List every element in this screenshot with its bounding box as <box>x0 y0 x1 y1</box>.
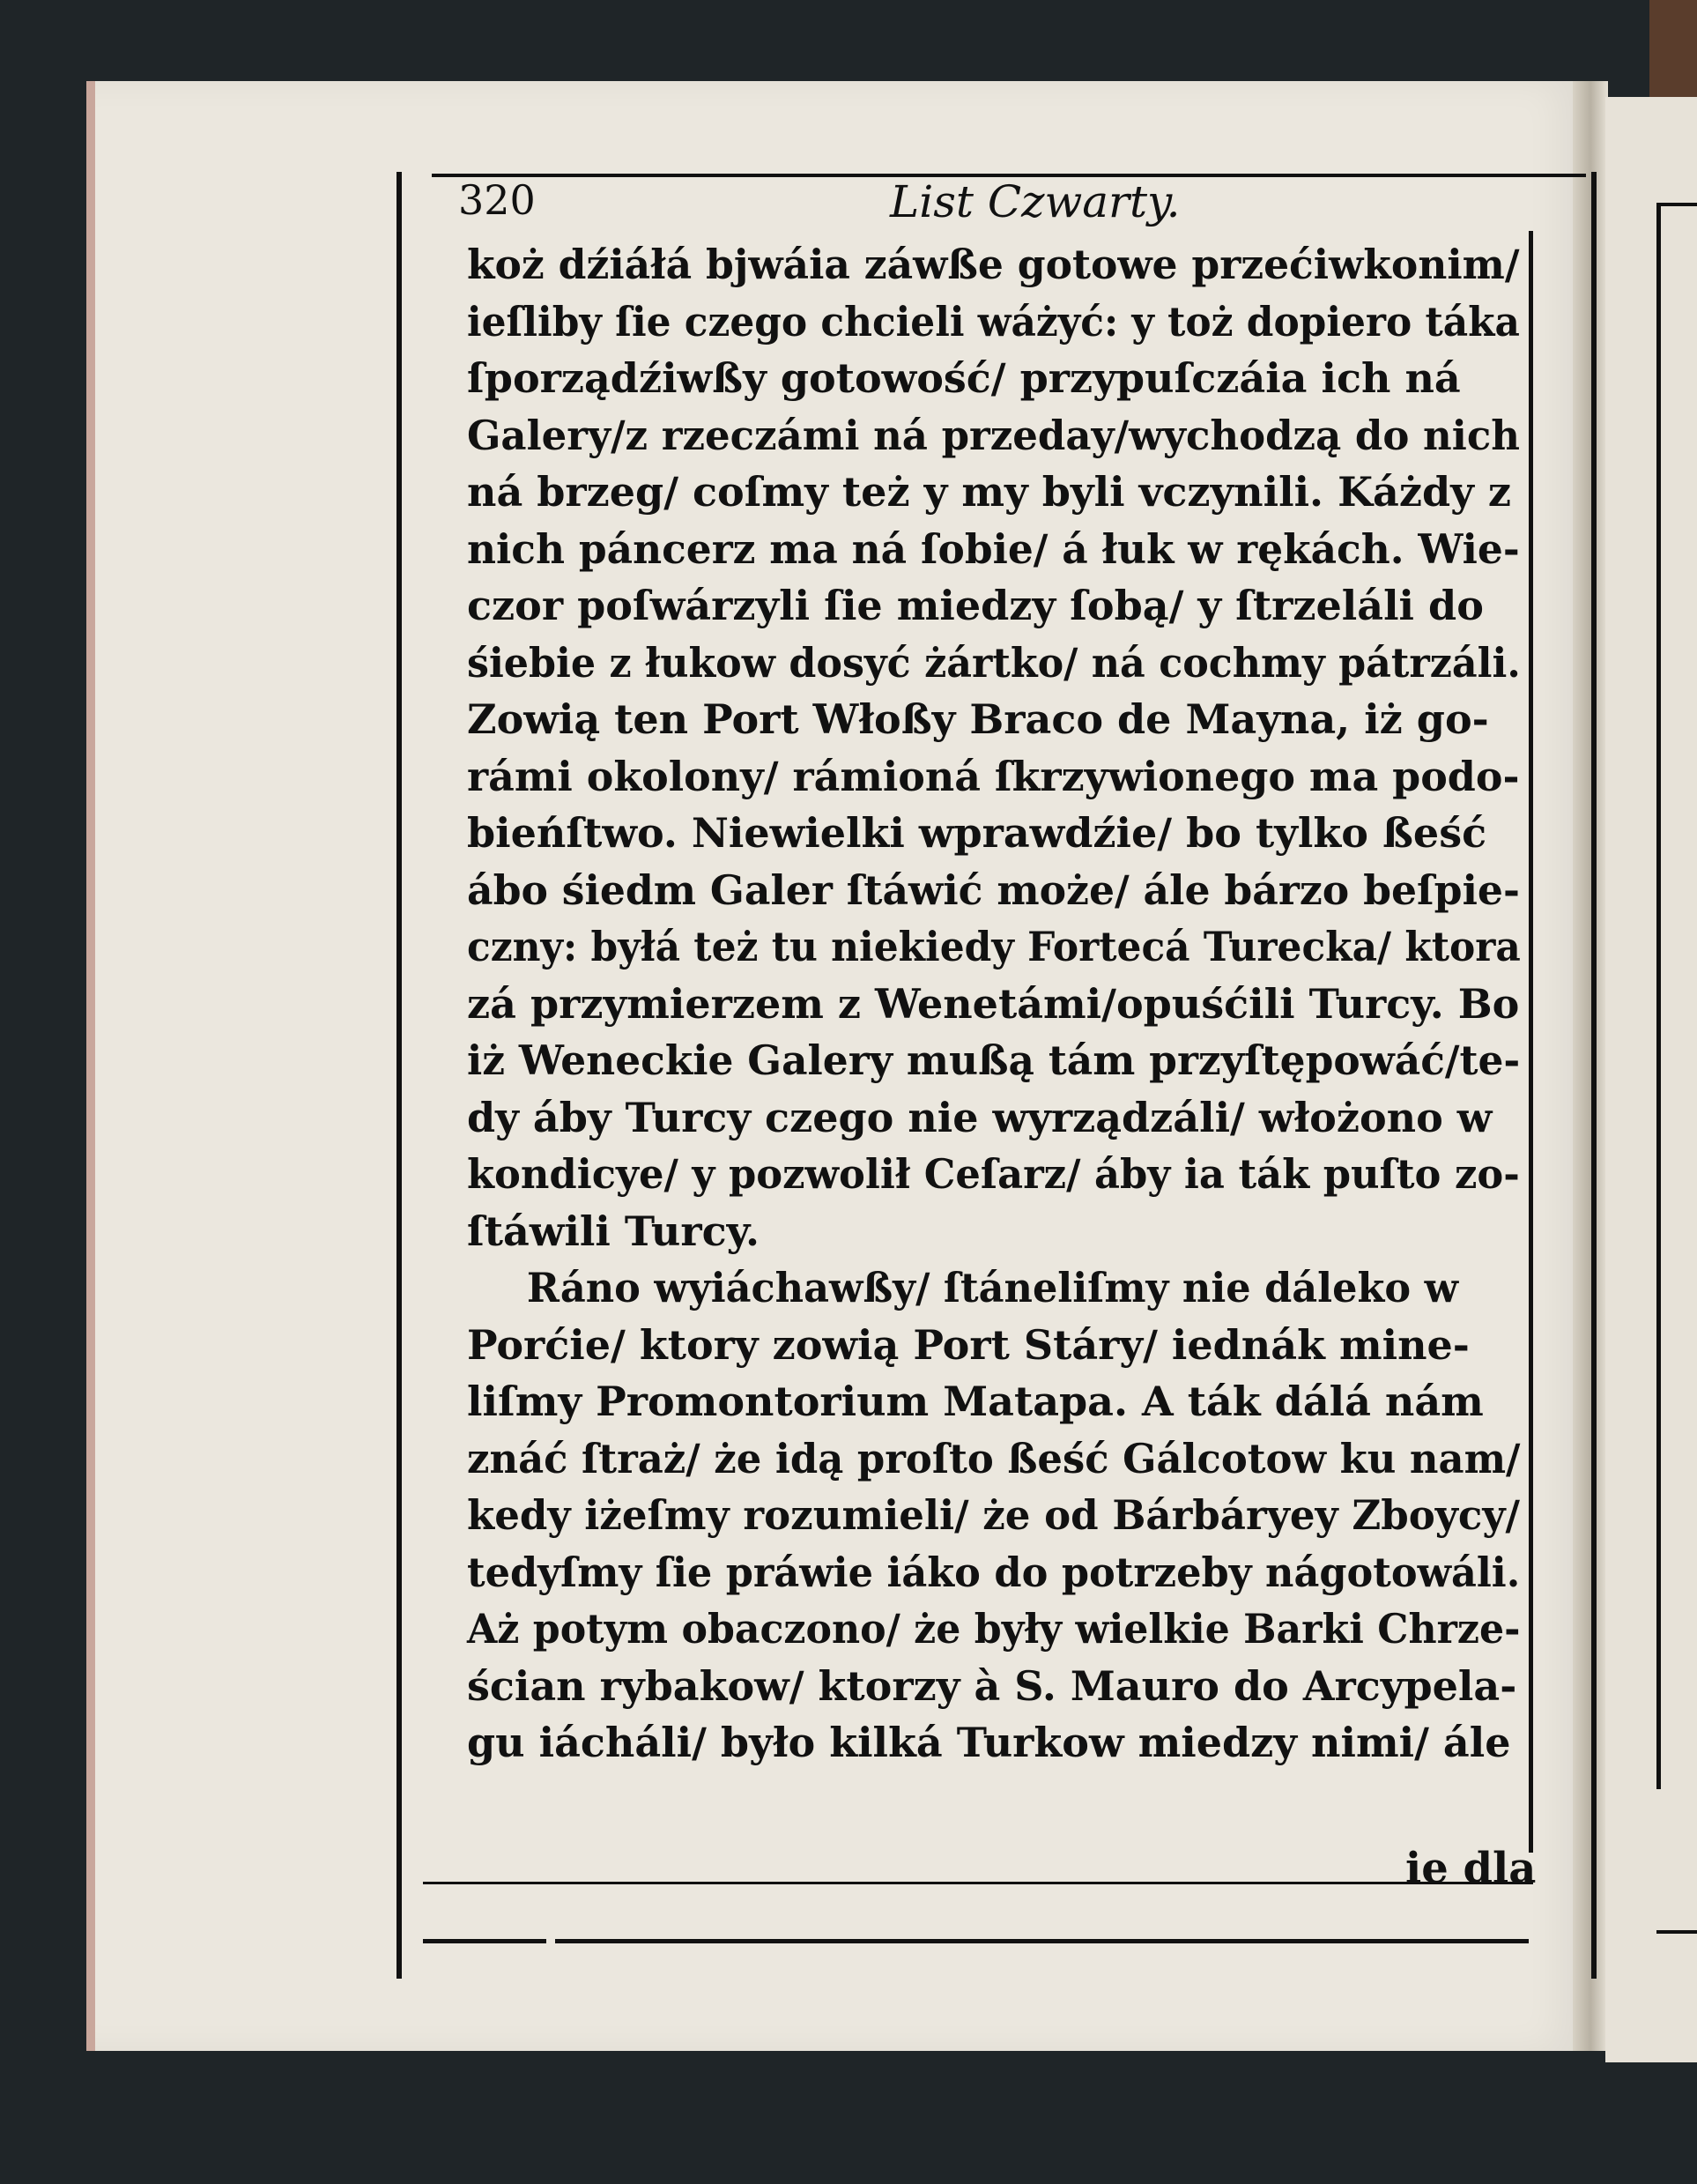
text-line: nich páncerz ma ná ſobie/ á łuk w rękách. Wie- <box>467 524 1520 573</box>
text-line: kedy iżeſmy rozumieli/ że od Bárbáryey Zboycy/ <box>467 1491 1520 1539</box>
page-number: 320 <box>458 176 536 224</box>
text-line: ścian rybakow/ ktorzy à S. Mauro do Arcypela- <box>467 1661 1517 1710</box>
right-page-rule <box>1656 1930 1697 1934</box>
text-line: rámi okolony/ rámioná ſkrzywionego ma podo- <box>467 752 1520 800</box>
bottom-rule <box>423 1882 1533 1884</box>
running-head: List Czwarty. <box>890 176 1181 227</box>
text-line: Zowią ten Port Włoßy Braco de Mayna, iż go- <box>467 695 1489 743</box>
text-line: zá przymierzem z Wenetámi/opuśćili Turcy. Bo <box>467 979 1520 1028</box>
text-line: ieſliby ſie czego chcieli wáżyć: y toż dopiero táka <box>467 297 1520 345</box>
text-line: Ráno wyiáchawßy/ ſtáneliſmy nie dáleko w <box>526 1264 1458 1311</box>
text-line: kondicye/ y pozwolił Ceſarz/ áby ia ták puſto zo- <box>467 1150 1520 1198</box>
text-line: dy áby Turcy czego nie wyrządzáli/ włożono w <box>467 1093 1493 1141</box>
text-line: czny: byłá też tu niekiedy Fortecá Turecka/ ktora <box>467 923 1521 970</box>
footer-rule-left <box>423 1939 546 1943</box>
text-line: ſtáwili Turcy. <box>467 1207 760 1255</box>
right-page-frame-line <box>1656 203 1661 1789</box>
text-line: liſmy Promontorium Matapa. A ták dálá nám <box>467 1378 1484 1425</box>
text-line: czor poſwárzyli ſie miedzy ſobą/ y ſtrzeláli do <box>467 582 1484 629</box>
text-line: Galery/z rzeczámi ná przeday/wychodzą do nich <box>467 411 1520 459</box>
text-line: śiebie z łukow dosyć żártko/ ná cochmy pátrzáli. <box>467 638 1521 687</box>
body-text <box>467 236 1524 1772</box>
right-page-edge <box>1605 97 1697 2062</box>
text-line: koż dźiáłá bjwáia záwße gotowe przećiwkonim/ <box>467 241 1520 288</box>
footer-rule-right <box>555 1939 1529 1943</box>
catchword: ie dla <box>1405 1844 1537 1893</box>
text-line: iż Weneckie Galery mußą tám przyſtępowáć/te- <box>467 1036 1521 1084</box>
text-line: ſporządźiwßy gotowość/ przypuſczáia ich ná <box>467 354 1461 402</box>
text-line: ná brzeg/ coſmy też y my byli vczynili. Káżdy z <box>467 468 1512 516</box>
text-line: tedyſmy ſie práwie iáko do potrzeby nágotowáli. <box>467 1548 1521 1596</box>
text-line: znáć ſtraż/ że idą proſto ßeść Gálcotow ku nam/ <box>467 1434 1521 1482</box>
right-page-frame-top <box>1656 203 1697 206</box>
text-line: Aż potym obaczono/ że były wielkie Barki Chrze- <box>467 1605 1521 1653</box>
text-line: Porćie/ ktory zowią Port Stáry/ iednák mine- <box>467 1320 1470 1369</box>
text-line: ábo śiedm Galer ſtáwić może/ ále bárzo beſpie- <box>467 865 1520 914</box>
text-line: bieńſtwo. Niewielki wprawdźie/ bo tylko ßeść <box>467 809 1487 857</box>
text-line: gu iácháli/ było kilká Turkow miedzy nimi/ ále <box>467 1719 1511 1766</box>
